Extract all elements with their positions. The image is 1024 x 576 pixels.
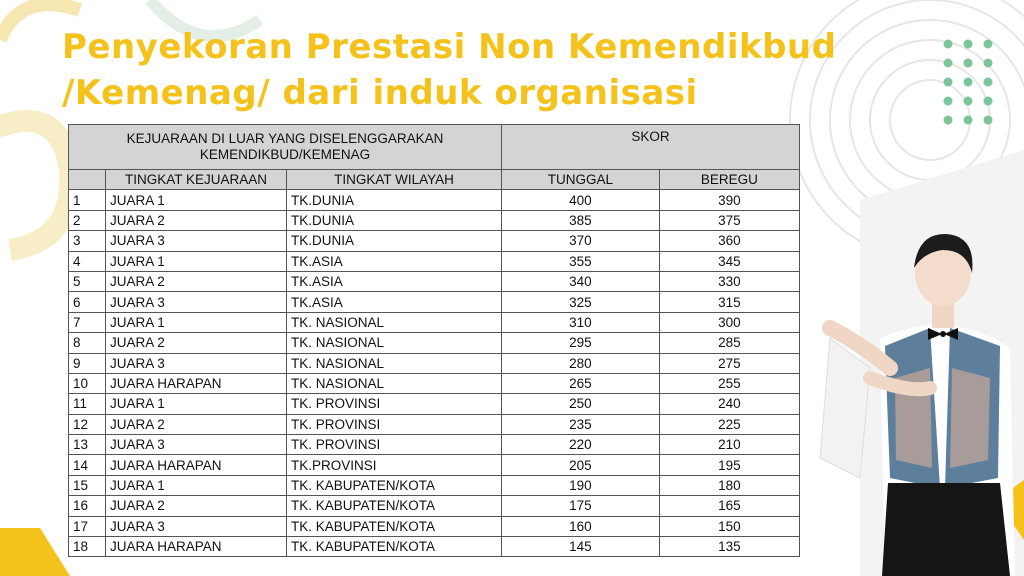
row-number: 15 [69, 475, 106, 495]
row-region: TK. PROVINSI [287, 435, 502, 455]
title-line-1: Penyekoran Prestasi Non Kemendikbud [62, 27, 837, 67]
score-group-header: SKOR [502, 125, 800, 170]
row-single-score: 160 [502, 516, 660, 536]
row-single-score: 265 [502, 373, 660, 393]
row-single-score: 235 [502, 414, 660, 434]
row-number: 11 [69, 394, 106, 414]
table-body [69, 190, 800, 557]
row-region: TK. KABUPATEN/KOTA [287, 496, 502, 516]
row-level: JUARA 1 [106, 475, 287, 495]
event-group-header: KEJUARAAN DI LUAR YANG DISELENGGARAKAN KEMENDIKBUD/KEMENAG [69, 125, 502, 170]
col-number-header [69, 170, 106, 190]
row-level: JUARA HARAPAN [106, 455, 287, 475]
row-single-score: 295 [502, 333, 660, 353]
row-region: TK.ASIA [287, 271, 502, 291]
row-region: TK.DUNIA [287, 210, 502, 230]
table-group-header-row [69, 125, 800, 170]
row-single-score: 205 [502, 455, 660, 475]
row-level: JUARA HARAPAN [106, 373, 287, 393]
row-single-score: 385 [502, 210, 660, 230]
col-team-header: BEREGU [659, 170, 799, 190]
row-single-score: 370 [502, 231, 660, 251]
table-row [69, 537, 800, 557]
row-level: JUARA 2 [106, 271, 287, 291]
row-single-score: 190 [502, 475, 660, 495]
row-number: 9 [69, 353, 106, 373]
row-number: 1 [69, 190, 106, 210]
row-team-score: 390 [659, 190, 799, 210]
row-region: TK. NASIONAL [287, 353, 502, 373]
row-region: TK.DUNIA [287, 231, 502, 251]
row-level: JUARA 1 [106, 394, 287, 414]
row-number: 14 [69, 455, 106, 475]
row-number: 2 [69, 210, 106, 230]
row-number: 6 [69, 292, 106, 312]
row-team-score: 150 [659, 516, 799, 536]
row-team-score: 240 [659, 394, 799, 414]
row-single-score: 400 [502, 190, 660, 210]
table-column-header-row [69, 170, 800, 190]
row-number: 12 [69, 414, 106, 434]
col-region-header: TINGKAT WILAYAH [287, 170, 502, 190]
row-number: 7 [69, 312, 106, 332]
table-row [69, 455, 800, 475]
row-region: TK. PROVINSI [287, 414, 502, 434]
row-level: JUARA HARAPAN [106, 537, 287, 557]
row-single-score: 325 [502, 292, 660, 312]
row-level: JUARA 1 [106, 190, 287, 210]
table-row [69, 251, 800, 271]
table-row [69, 516, 800, 536]
col-single-header: TUNGGAL [502, 170, 660, 190]
row-single-score: 340 [502, 271, 660, 291]
table-row [69, 496, 800, 516]
table-row [69, 353, 800, 373]
row-region: TK. KABUPATEN/KOTA [287, 537, 502, 557]
row-team-score: 180 [659, 475, 799, 495]
table-row [69, 333, 800, 353]
row-region: TK. KABUPATEN/KOTA [287, 475, 502, 495]
score-table [68, 124, 800, 557]
row-region: TK.ASIA [287, 292, 502, 312]
table-row [69, 292, 800, 312]
row-single-score: 310 [502, 312, 660, 332]
row-team-score: 195 [659, 455, 799, 475]
row-level: JUARA 3 [106, 292, 287, 312]
row-team-score: 165 [659, 496, 799, 516]
row-region: TK. PROVINSI [287, 394, 502, 414]
row-team-score: 285 [659, 333, 799, 353]
row-single-score: 280 [502, 353, 660, 373]
row-number: 17 [69, 516, 106, 536]
row-level: JUARA 3 [106, 516, 287, 536]
row-number: 4 [69, 251, 106, 271]
table-row [69, 475, 800, 495]
row-team-score: 225 [659, 414, 799, 434]
table-row [69, 414, 800, 434]
row-region: TK. KABUPATEN/KOTA [287, 516, 502, 536]
row-number: 10 [69, 373, 106, 393]
col-level-header: TINGKAT KEJUARAAN [106, 170, 287, 190]
presenter-figure [800, 228, 1024, 576]
table-row [69, 271, 800, 291]
row-number: 8 [69, 333, 106, 353]
row-number: 18 [69, 537, 106, 557]
row-team-score: 135 [659, 537, 799, 557]
table-row [69, 435, 800, 455]
row-number: 16 [69, 496, 106, 516]
title-line-2: /Kemenag/ dari induk organisasi [62, 73, 698, 113]
row-team-score: 315 [659, 292, 799, 312]
table-row [69, 210, 800, 230]
row-level: JUARA 3 [106, 353, 287, 373]
row-single-score: 220 [502, 435, 660, 455]
row-team-score: 360 [659, 231, 799, 251]
row-level: JUARA 2 [106, 496, 287, 516]
row-team-score: 275 [659, 353, 799, 373]
row-team-score: 255 [659, 373, 799, 393]
row-single-score: 355 [502, 251, 660, 271]
table-row [69, 231, 800, 251]
row-level: JUARA 1 [106, 312, 287, 332]
row-region: TK.ASIA [287, 251, 502, 271]
table-row [69, 373, 800, 393]
table-row [69, 190, 800, 210]
table-row [69, 312, 800, 332]
row-number: 5 [69, 271, 106, 291]
row-single-score: 145 [502, 537, 660, 557]
row-number: 3 [69, 231, 106, 251]
row-single-score: 250 [502, 394, 660, 414]
row-region: TK. NASIONAL [287, 373, 502, 393]
row-region: TK.PROVINSI [287, 455, 502, 475]
row-single-score: 175 [502, 496, 660, 516]
row-level: JUARA 3 [106, 231, 287, 251]
row-team-score: 300 [659, 312, 799, 332]
row-level: JUARA 3 [106, 435, 287, 455]
row-team-score: 345 [659, 251, 799, 271]
row-number: 13 [69, 435, 106, 455]
row-team-score: 210 [659, 435, 799, 455]
row-team-score: 330 [659, 271, 799, 291]
row-level: JUARA 1 [106, 251, 287, 271]
decorative-dots [940, 38, 1000, 138]
row-region: TK. NASIONAL [287, 312, 502, 332]
row-team-score: 375 [659, 210, 799, 230]
table-row [69, 394, 800, 414]
row-level: JUARA 2 [106, 210, 287, 230]
row-level: JUARA 2 [106, 333, 287, 353]
page-title [62, 24, 942, 116]
row-level: JUARA 2 [106, 414, 287, 434]
row-region: TK. NASIONAL [287, 333, 502, 353]
row-region: TK.DUNIA [287, 190, 502, 210]
